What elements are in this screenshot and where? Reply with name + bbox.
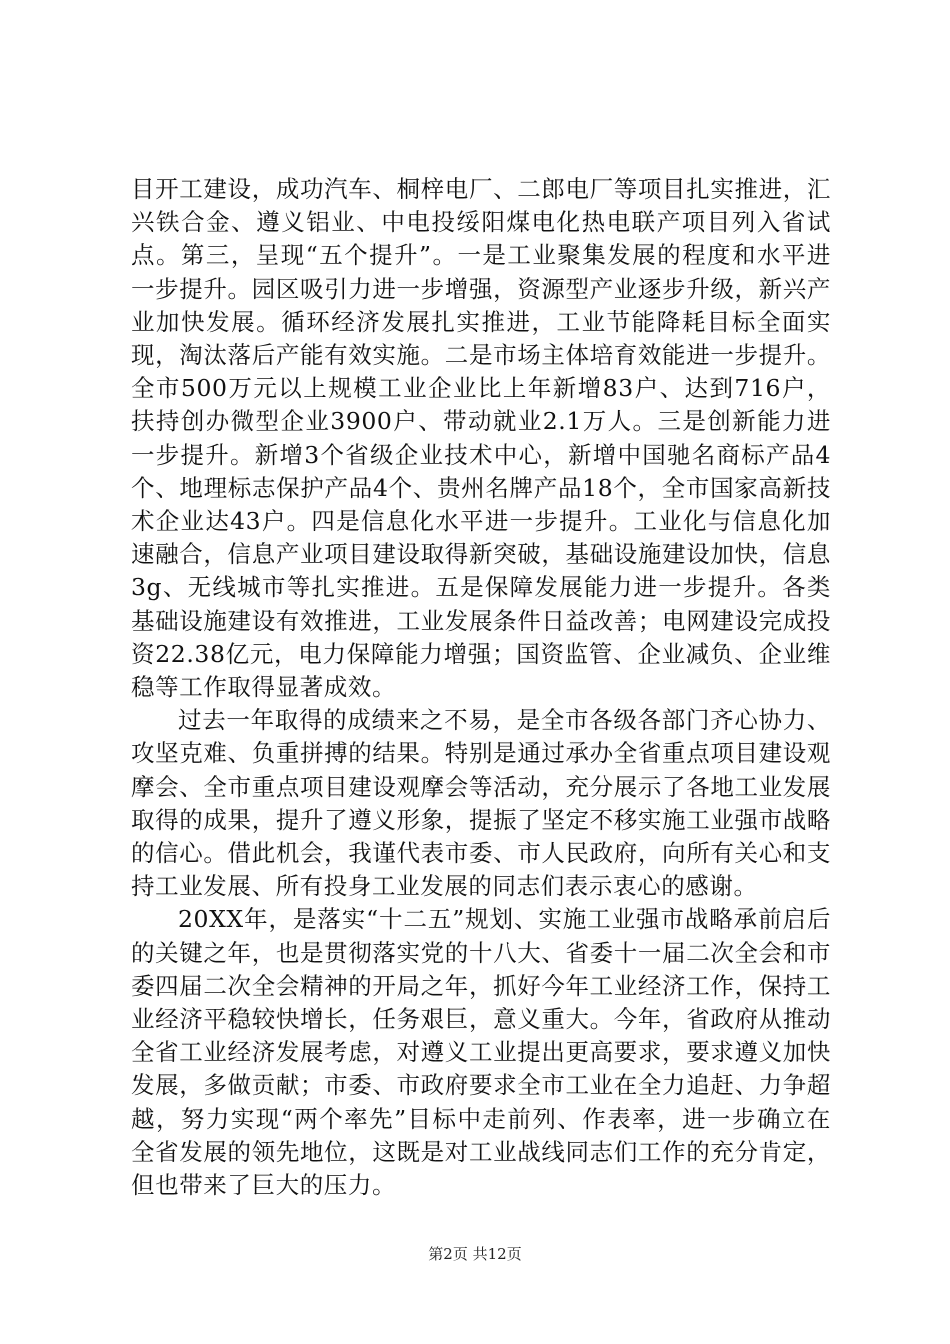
document-body [131, 173, 831, 1202]
paragraph-continued: 目开工建设，成功汽车、桐梓电厂、二郎电厂等项目扎实推进，汇兴铁合金、遵义铝业、中电投绥阳煤电化热电联产项目列入省试点。第三，呈现“五个提升”。一是工业聚集发展的程度和水平进一步提升。园区吸引力进一步增强，资源型产业逐步升级，新兴产业加快发展。循环经济发展扎实推进，工业节能降耗目标全面实现，淘汰落后产能有效实施。二是市场主体培育效能进一步提升。全市500万元以上规模工业企业比上年新增83户、达到716户，扶持创办微型企业3900户、带动就业2.1万人。三是创新能力进一步提升。新增3个省级企业技术中心，新增中国驰名商标产品4个、地理标志保护产品4个、贵州名牌产品18个，全市国家高新技术企业达43户。四是信息化水平进一步提升。工业化与信息化加速融合，信息产业项目建设取得新突破，基础设施建设加快，信息3g、无线城市等扎实推进。五是保障发展能力进一步提升。各类基础设施建设有效推进，工业发展条件日益改善；电网建设完成投资22.38亿元，电力保障能力增强；国资监管、企业减负、企业维稳等工作取得显著成效。 [131, 175, 831, 702]
page-number-footer: 第2页 共12页 [428, 1245, 522, 1263]
paragraph-achievements: 过去一年取得的成绩来之不易，是全市各级各部门齐心协力、攻坚克难、负重拼搏的结果。特别是通过承办全省重点项目建设观摩会、全市重点项目建设观摩会等活动，充分展示了各地工业发展取得的成果，提升了遵义形象，提振了坚定不移实施工业强市战略的信心。借此机会，我谨代表市委、市人民政府，向所有关心和支持工业发展、所有投身工业发展的同志们表示衷心的感谢。 [131, 706, 831, 901]
paragraph-outlook: 20XX年，是落实“十二五”规划、实施工业强市战略承前启后的关键之年，也是贯彻落实党的十八大、省委十一届二次全会和市委四届二次全会精神的开局之年，抓好今年工业经济工作，保持工业经济平稳较快增长，任务艰巨，意义重大。今年，省政府从推动全省工业经济发展考虑，对遵义工业提出更高要求，要求遵义加快发展，多做贡献；市委、市政府要求全市工业在全力追赶、力争超越，努力实现“两个率先”目标中走前列、作表率，进一步确立在全省发展的领先地位，这既是对工业战线同志们工作的充分肯定，但也带来了巨大的压力。 [131, 905, 831, 1200]
